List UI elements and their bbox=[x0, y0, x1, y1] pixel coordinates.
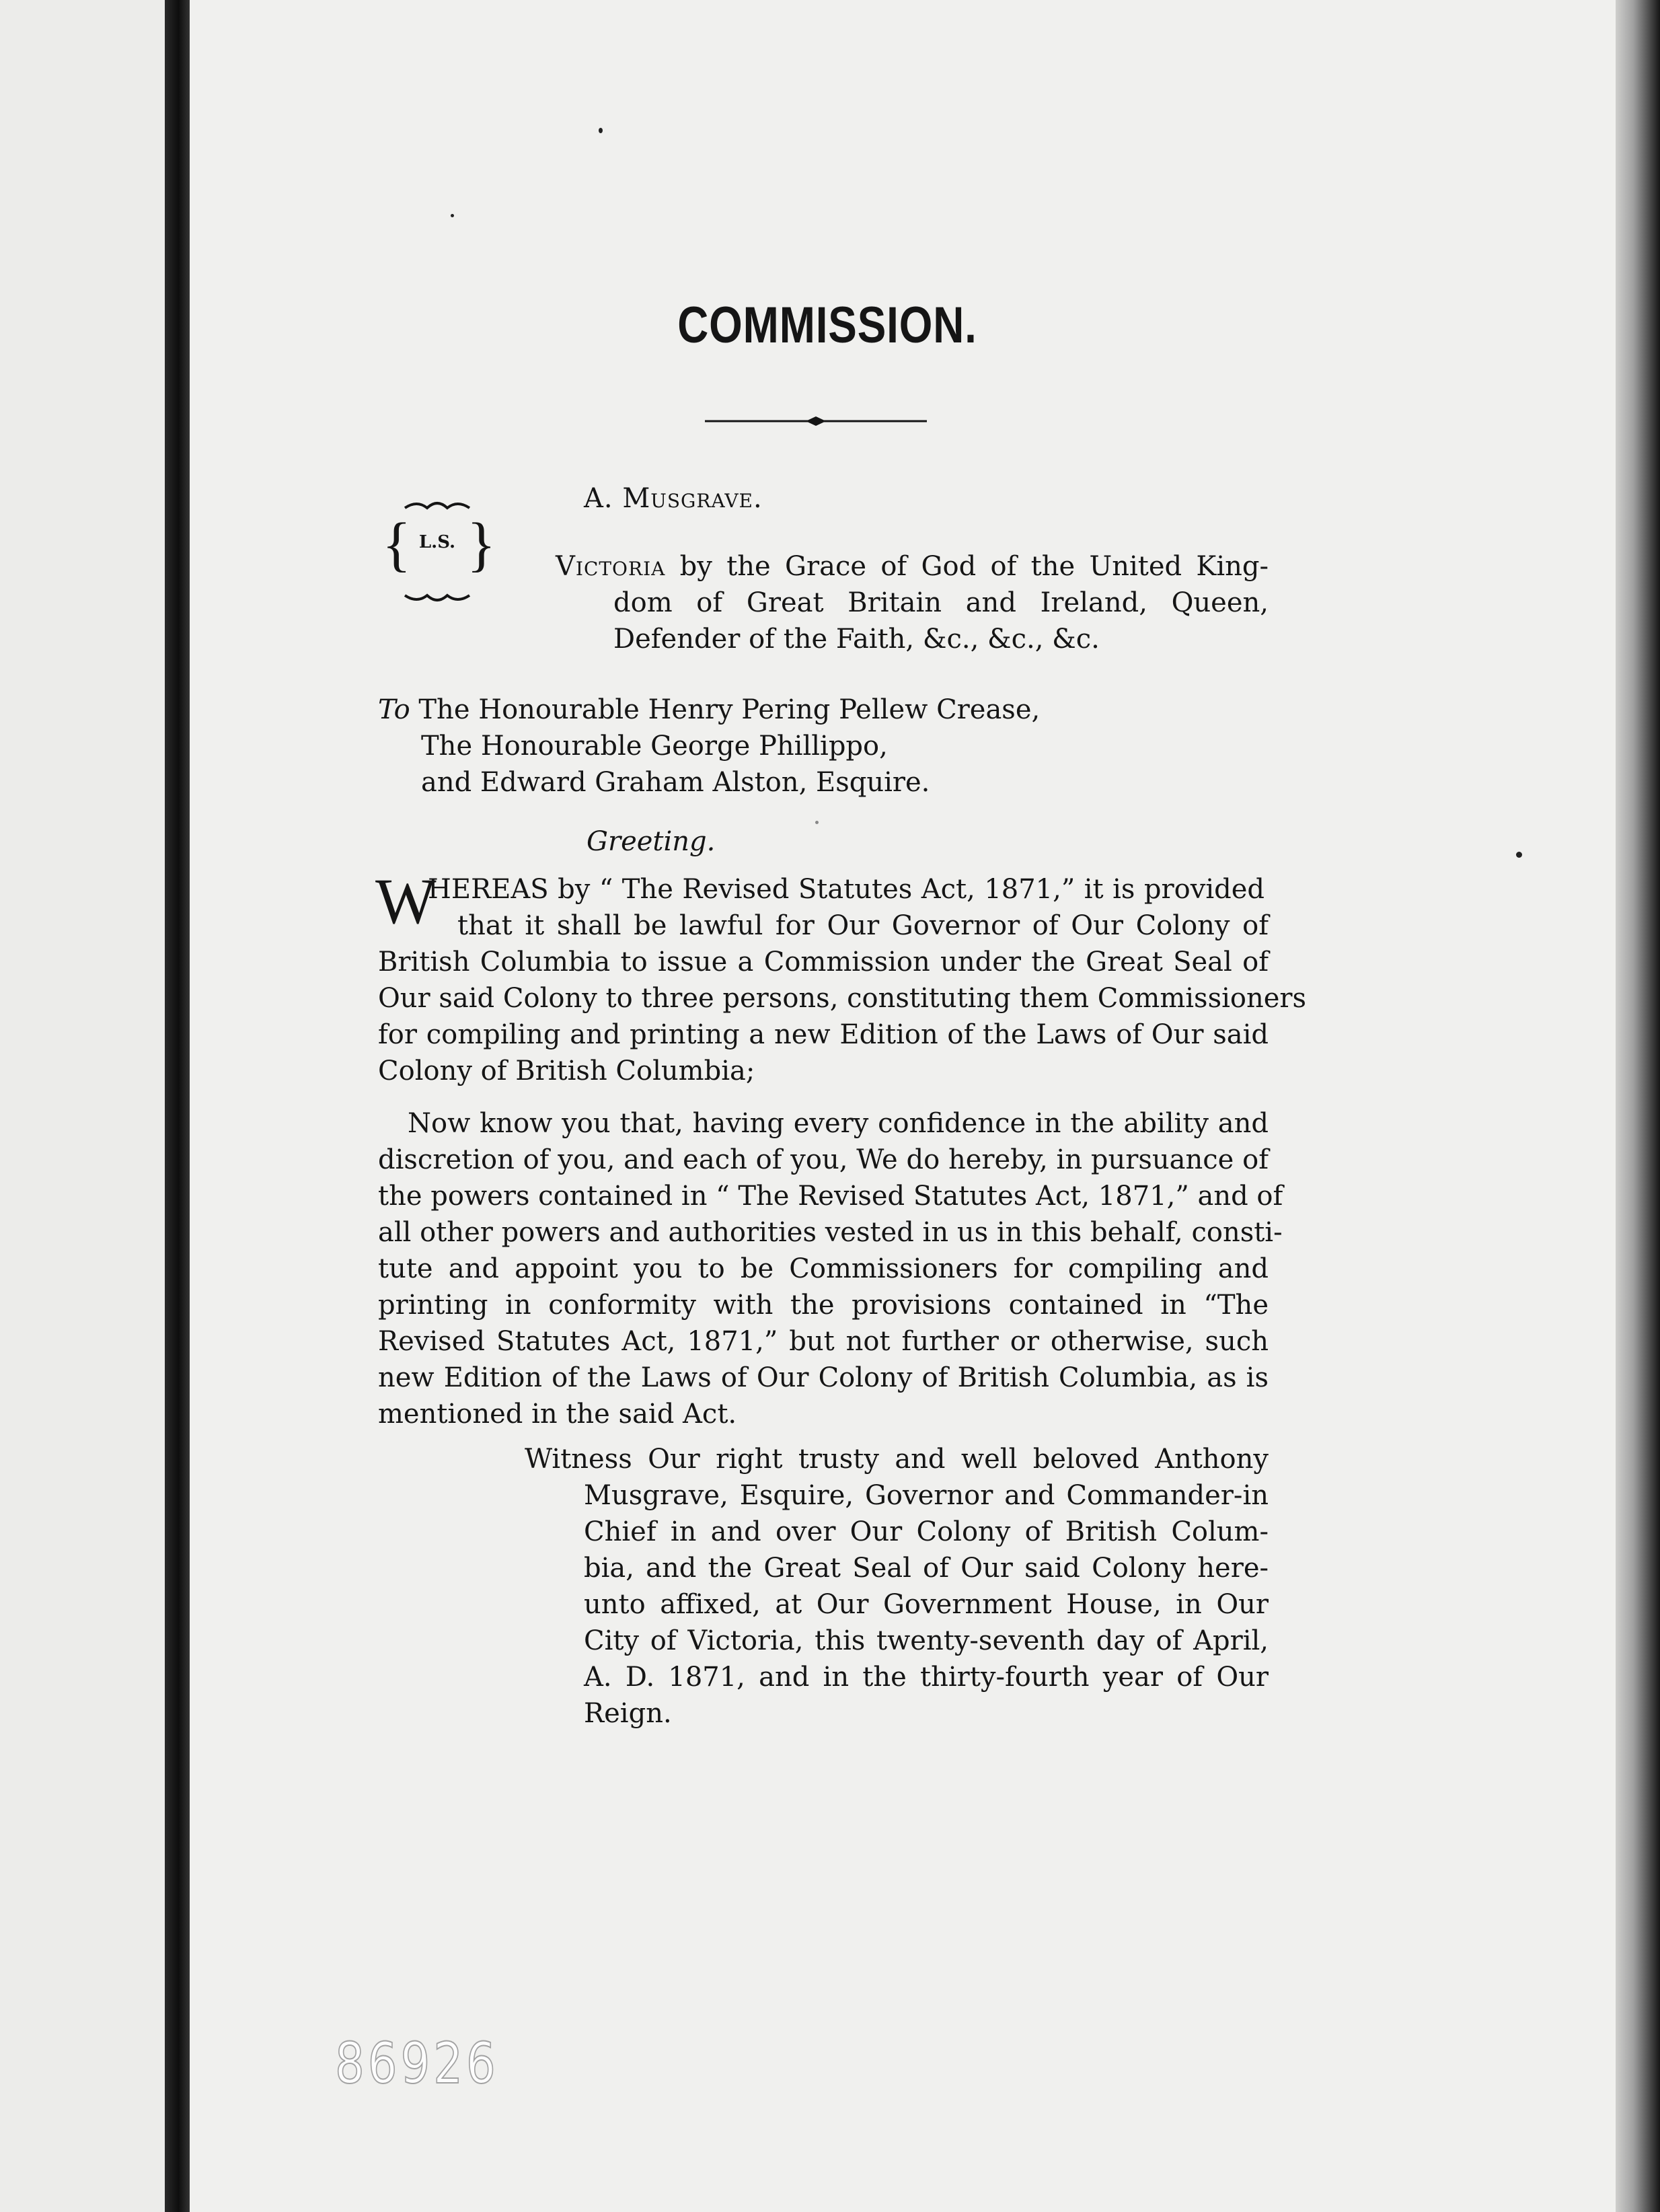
monarch-name: Victoria bbox=[556, 551, 666, 582]
commission-line: new Edition of the Laws of Our Colony of British Columbia, as is bbox=[378, 1362, 1269, 1393]
signer-name: A. Musgrave. bbox=[584, 483, 763, 514]
witness-line: unto affixed, at Our Government House, in Our bbox=[584, 1589, 1269, 1620]
witness-line: City of Victoria, this twenty-seventh day of April, bbox=[584, 1625, 1269, 1656]
commission-line: the powers contained in “ The Revised Statutes Act, 1871,” and of bbox=[378, 1181, 1283, 1212]
witness-line: Chief in and over Our Colony of British Colum- bbox=[584, 1516, 1269, 1547]
book-gutter bbox=[165, 0, 190, 2212]
seal-mark bbox=[377, 494, 498, 609]
accession-number-stamp: 86926 bbox=[335, 2030, 499, 2096]
speck bbox=[451, 214, 454, 217]
seal-label: L.S. bbox=[418, 532, 456, 552]
royal-style-block bbox=[556, 548, 1269, 585]
commission-line: Now know you that, having every confidence in the ability and bbox=[408, 1108, 1269, 1139]
witness-line: Reign. bbox=[584, 1698, 672, 1729]
addressee-text: The Honourable Henry Pering Pellew Crease, bbox=[418, 694, 1041, 725]
to-word: To bbox=[378, 694, 410, 725]
commission-line: printing in conformity with the provisions contained in “The bbox=[378, 1290, 1269, 1321]
royal-style-line bbox=[556, 548, 1269, 585]
witness-line: Witness Our right trusty and well beloved Anthony bbox=[525, 1444, 1269, 1475]
commission-line: all other powers and authorities vested in us in this behalf, consti- bbox=[378, 1217, 1283, 1248]
whereas-line: Our said Colony to three persons, constituting them Commissioners bbox=[378, 983, 1307, 1014]
facing-page-edge bbox=[0, 0, 165, 2212]
commission-line: discretion of you, and each of you, We do hereby, in pursuance of bbox=[378, 1144, 1269, 1175]
commission-line: Revised Statutes Act, 1871,” but not further or otherwise, such bbox=[378, 1326, 1269, 1357]
royal-style-line: Defender of the Faith, &c., &c., &c. bbox=[613, 624, 1100, 655]
addressee-line bbox=[378, 692, 1040, 728]
page-title: COMMISSION. bbox=[677, 297, 977, 354]
svg-text:}: } bbox=[467, 511, 496, 578]
commission-line: mentioned in the said Act. bbox=[378, 1399, 737, 1430]
witness-line: Musgrave, Esquire, Governor and Commander-in bbox=[584, 1480, 1269, 1511]
whereas-line: for compiling and printing a new Edition of the Laws of Our said bbox=[378, 1019, 1269, 1050]
commission-line: tute and appoint you to be Commissioners for compiling and bbox=[378, 1253, 1269, 1284]
royal-style-line: dom of Great Britain and Ireland, Queen, bbox=[613, 587, 1269, 618]
title-rule-ornament bbox=[705, 413, 927, 429]
whereas-line: HEREAS by “ The Revised Statutes Act, 1871,” it is provided bbox=[428, 874, 1265, 905]
whereas-line: British Columbia to issue a Commission under the Great Seal of bbox=[378, 947, 1269, 978]
royal-style-rest: by the Grace of God of the United King- bbox=[665, 551, 1269, 582]
speck bbox=[1516, 852, 1522, 858]
witness-line: bia, and the Great Seal of Our said Colony here- bbox=[584, 1553, 1269, 1584]
svg-text:{: { bbox=[382, 511, 412, 578]
whereas-line: Colony of British Columbia; bbox=[378, 1056, 755, 1086]
speck bbox=[599, 128, 603, 133]
greeting: Greeting. bbox=[587, 826, 716, 857]
whereas-line: that it shall be lawful for Our Governor of Our Colony of bbox=[457, 910, 1269, 941]
witness-line: A. D. 1871, and in the thirty-fourth year of Our bbox=[584, 1662, 1269, 1693]
addressee-line: and Edward Graham Alston, Esquire. bbox=[421, 767, 930, 798]
speck bbox=[815, 821, 819, 824]
drop-cap: W bbox=[375, 865, 437, 937]
addressee-line: The Honourable George Phillippo, bbox=[421, 731, 888, 762]
page-right-edge bbox=[1616, 0, 1660, 2212]
